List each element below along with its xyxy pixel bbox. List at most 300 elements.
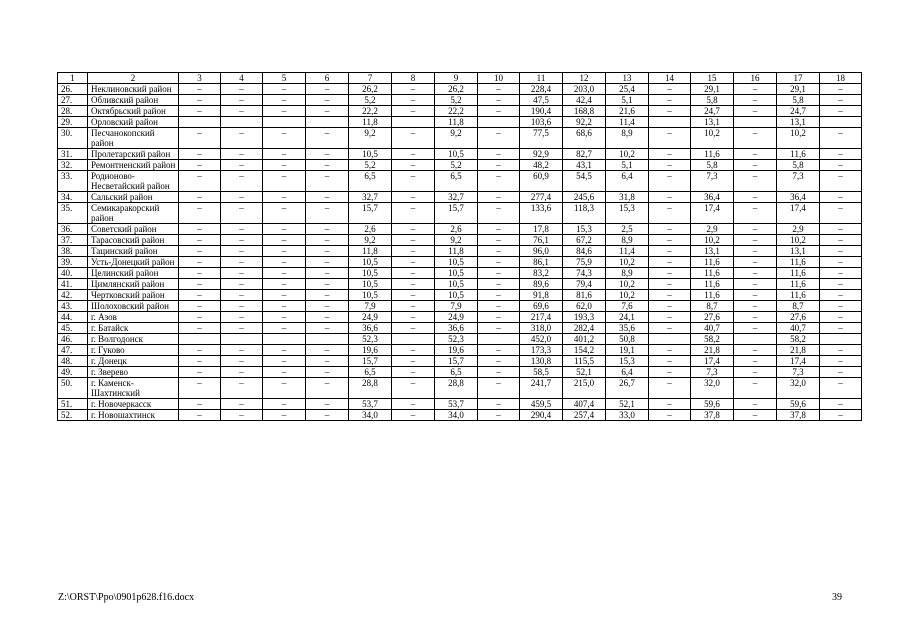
- value-cell: 6,5: [435, 171, 478, 192]
- value-cell: 11,6: [691, 279, 734, 290]
- value-cell: –: [179, 378, 221, 399]
- value-cell: 62,0: [563, 301, 606, 312]
- value-cell: –: [392, 345, 435, 356]
- value-cell: –: [263, 246, 306, 257]
- value-cell: –: [649, 356, 691, 367]
- value-cell: –: [820, 171, 862, 192]
- value-cell: 10,5: [435, 279, 478, 290]
- value-cell: –: [820, 301, 862, 312]
- value-cell: 50,8: [606, 334, 649, 345]
- value-cell: 15,3: [606, 203, 649, 224]
- value-cell: 407,4: [563, 399, 606, 410]
- value-cell: –: [306, 106, 349, 117]
- value-cell: –: [820, 268, 862, 279]
- table-row: [58, 323, 862, 334]
- row-number-cell: 27.: [58, 95, 88, 106]
- value-cell: –: [179, 257, 221, 268]
- value-cell: [649, 334, 691, 345]
- value-cell: 19,6: [349, 345, 392, 356]
- table-row: [58, 279, 862, 290]
- value-cell: –: [221, 171, 263, 192]
- value-cell: –: [392, 246, 435, 257]
- value-cell: 10,5: [435, 149, 478, 160]
- value-cell: 5,2: [435, 95, 478, 106]
- value-cell: 19,6: [435, 345, 478, 356]
- value-cell: 5,8: [777, 95, 820, 106]
- value-cell: 58,5: [520, 367, 563, 378]
- column-header: 10: [478, 73, 520, 84]
- value-cell: –: [263, 84, 306, 95]
- value-cell: –: [179, 128, 221, 149]
- value-cell: –: [820, 160, 862, 171]
- value-cell: –: [263, 323, 306, 334]
- district-name-cell: Цимлянский район: [88, 279, 179, 290]
- table-row: [58, 410, 862, 421]
- value-cell: –: [734, 203, 777, 224]
- value-cell: –: [306, 128, 349, 149]
- value-cell: –: [179, 323, 221, 334]
- value-cell: –: [734, 323, 777, 334]
- value-cell: –: [734, 246, 777, 257]
- row-number-cell: 41.: [58, 279, 88, 290]
- value-cell: 11,6: [691, 290, 734, 301]
- value-cell: [306, 334, 349, 345]
- value-cell: [392, 334, 435, 345]
- value-cell: –: [820, 367, 862, 378]
- table-row: [58, 290, 862, 301]
- value-cell: –: [478, 312, 520, 323]
- value-cell: 77,5: [520, 128, 563, 149]
- value-cell: 11,6: [777, 257, 820, 268]
- table-row: [58, 224, 862, 235]
- value-cell: 8,7: [777, 301, 820, 312]
- value-cell: 19,1: [606, 345, 649, 356]
- value-cell: 15,3: [563, 224, 606, 235]
- value-cell: 9,2: [349, 235, 392, 246]
- value-cell: 79,4: [563, 279, 606, 290]
- value-cell: [478, 117, 520, 128]
- value-cell: 15,7: [435, 203, 478, 224]
- value-cell: 115,5: [563, 356, 606, 367]
- value-cell: 217,4: [520, 312, 563, 323]
- column-header: 8: [392, 73, 435, 84]
- value-cell: 31,8: [606, 192, 649, 203]
- table-row: [58, 192, 862, 203]
- value-cell: –: [478, 279, 520, 290]
- column-header: 17: [777, 73, 820, 84]
- value-cell: –: [179, 246, 221, 257]
- value-cell: –: [649, 246, 691, 257]
- value-cell: [820, 117, 862, 128]
- value-cell: –: [263, 171, 306, 192]
- value-cell: –: [306, 235, 349, 246]
- value-cell: –: [392, 171, 435, 192]
- value-cell: –: [820, 323, 862, 334]
- value-cell: 37,8: [777, 410, 820, 421]
- district-name-cell: Советский район: [88, 224, 179, 235]
- value-cell: –: [221, 192, 263, 203]
- value-cell: –: [306, 95, 349, 106]
- value-cell: 17,4: [777, 203, 820, 224]
- value-cell: 10,2: [777, 235, 820, 246]
- value-cell: –: [649, 345, 691, 356]
- value-cell: 35,6: [606, 323, 649, 334]
- value-cell: 6,4: [606, 171, 649, 192]
- value-cell: 83,2: [520, 268, 563, 279]
- value-cell: 130,8: [520, 356, 563, 367]
- value-cell: –: [649, 203, 691, 224]
- value-cell: –: [392, 128, 435, 149]
- value-cell: 91,8: [520, 290, 563, 301]
- value-cell: 193,3: [563, 312, 606, 323]
- value-cell: –: [478, 224, 520, 235]
- value-cell: –: [649, 301, 691, 312]
- value-cell: –: [478, 95, 520, 106]
- value-cell: –: [392, 257, 435, 268]
- value-cell: –: [392, 356, 435, 367]
- district-name-cell: Обливский район: [88, 95, 179, 106]
- row-number-cell: 28.: [58, 106, 88, 117]
- table-row: [58, 117, 862, 128]
- value-cell: 133,6: [520, 203, 563, 224]
- value-cell: –: [392, 160, 435, 171]
- value-cell: –: [306, 345, 349, 356]
- row-number-cell: 46.: [58, 334, 88, 345]
- value-cell: 5,8: [691, 160, 734, 171]
- district-name-cell: Пролетарский район: [88, 149, 179, 160]
- value-cell: –: [221, 356, 263, 367]
- value-cell: –: [734, 84, 777, 95]
- value-cell: –: [263, 268, 306, 279]
- value-cell: –: [263, 279, 306, 290]
- value-cell: –: [478, 84, 520, 95]
- district-name-cell: Ремонтненский район: [88, 160, 179, 171]
- value-cell: 21,8: [777, 345, 820, 356]
- value-cell: 8,9: [606, 235, 649, 246]
- row-number-cell: 39.: [58, 257, 88, 268]
- value-cell: 68,6: [563, 128, 606, 149]
- value-cell: –: [478, 301, 520, 312]
- value-cell: –: [820, 149, 862, 160]
- value-cell: 459,5: [520, 399, 563, 410]
- row-number-cell: 29.: [58, 117, 88, 128]
- value-cell: –: [478, 235, 520, 246]
- value-cell: –: [221, 246, 263, 257]
- value-cell: 42,4: [563, 95, 606, 106]
- data-table: [57, 72, 862, 421]
- row-number-cell: 31.: [58, 149, 88, 160]
- value-cell: 53,7: [349, 399, 392, 410]
- value-cell: –: [221, 224, 263, 235]
- value-cell: –: [306, 268, 349, 279]
- value-cell: –: [478, 203, 520, 224]
- value-cell: –: [306, 279, 349, 290]
- value-cell: 34,0: [435, 410, 478, 421]
- value-cell: 7,3: [691, 367, 734, 378]
- value-cell: –: [392, 268, 435, 279]
- value-cell: –: [392, 399, 435, 410]
- value-cell: –: [734, 268, 777, 279]
- value-cell: 26,2: [435, 84, 478, 95]
- value-cell: –: [179, 290, 221, 301]
- value-cell: 11,8: [349, 117, 392, 128]
- table-body: [58, 84, 862, 421]
- value-cell: [392, 117, 435, 128]
- value-cell: 81,6: [563, 290, 606, 301]
- value-cell: –: [649, 290, 691, 301]
- value-cell: –: [179, 279, 221, 290]
- value-cell: –: [221, 410, 263, 421]
- value-cell: –: [221, 312, 263, 323]
- district-name-cell: Песчанокопский район: [88, 128, 179, 149]
- value-cell: –: [392, 290, 435, 301]
- value-cell: –: [649, 160, 691, 171]
- value-cell: 92,9: [520, 149, 563, 160]
- district-name-cell: Чертковский район: [88, 290, 179, 301]
- value-cell: –: [306, 224, 349, 235]
- value-cell: 13,1: [691, 117, 734, 128]
- value-cell: –: [392, 224, 435, 235]
- column-header: 14: [649, 73, 691, 84]
- value-cell: –: [649, 171, 691, 192]
- value-cell: –: [734, 128, 777, 149]
- district-name-cell: Орловский район: [88, 117, 179, 128]
- value-cell: 11,8: [435, 117, 478, 128]
- value-cell: –: [179, 106, 221, 117]
- value-cell: 203,0: [563, 84, 606, 95]
- value-cell: –: [179, 301, 221, 312]
- value-cell: –: [734, 312, 777, 323]
- value-cell: –: [820, 106, 862, 117]
- value-cell: 10,5: [435, 257, 478, 268]
- value-cell: 10,5: [349, 290, 392, 301]
- column-header: 4: [221, 73, 263, 84]
- district-name-cell: Неклиновский район: [88, 84, 179, 95]
- value-cell: –: [306, 367, 349, 378]
- value-cell: 26,7: [606, 378, 649, 399]
- value-cell: –: [734, 378, 777, 399]
- table-row: [58, 367, 862, 378]
- value-cell: 7,9: [349, 301, 392, 312]
- value-cell: 11,4: [606, 117, 649, 128]
- value-cell: 11,4: [606, 246, 649, 257]
- value-cell: –: [734, 367, 777, 378]
- value-cell: –: [734, 149, 777, 160]
- value-cell: 32,0: [777, 378, 820, 399]
- value-cell: –: [263, 312, 306, 323]
- value-cell: –: [478, 345, 520, 356]
- value-cell: –: [820, 312, 862, 323]
- value-cell: –: [263, 399, 306, 410]
- value-cell: –: [649, 410, 691, 421]
- table-row: [58, 268, 862, 279]
- value-cell: 24,1: [606, 312, 649, 323]
- value-cell: 74,3: [563, 268, 606, 279]
- value-cell: –: [734, 356, 777, 367]
- district-name-cell: Шолоховский район: [88, 301, 179, 312]
- value-cell: 2,6: [435, 224, 478, 235]
- value-cell: –: [306, 171, 349, 192]
- value-cell: 8,9: [606, 128, 649, 149]
- value-cell: 47,5: [520, 95, 563, 106]
- value-cell: –: [820, 290, 862, 301]
- district-name-cell: Тарасовский район: [88, 235, 179, 246]
- value-cell: 10,2: [606, 149, 649, 160]
- district-name-cell: Сальский район: [88, 192, 179, 203]
- value-cell: 228,4: [520, 84, 563, 95]
- value-cell: 10,5: [349, 279, 392, 290]
- row-number-cell: 36.: [58, 224, 88, 235]
- value-cell: 9,2: [349, 128, 392, 149]
- value-cell: –: [221, 106, 263, 117]
- value-cell: 58,2: [777, 334, 820, 345]
- table-row: [58, 203, 862, 224]
- value-cell: 59,6: [691, 399, 734, 410]
- value-cell: –: [221, 345, 263, 356]
- table-row: [58, 160, 862, 171]
- value-cell: –: [820, 246, 862, 257]
- value-cell: –: [179, 268, 221, 279]
- value-cell: –: [179, 171, 221, 192]
- value-cell: –: [820, 378, 862, 399]
- value-cell: –: [221, 378, 263, 399]
- row-number-cell: 34.: [58, 192, 88, 203]
- value-cell: –: [734, 106, 777, 117]
- column-header: 2: [88, 73, 179, 84]
- value-cell: –: [734, 95, 777, 106]
- row-number-cell: 26.: [58, 84, 88, 95]
- column-header: 3: [179, 73, 221, 84]
- value-cell: –: [392, 367, 435, 378]
- value-cell: –: [179, 312, 221, 323]
- value-cell: 53,7: [435, 399, 478, 410]
- value-cell: –: [478, 356, 520, 367]
- district-name-cell: г. Новошахтинск: [88, 410, 179, 421]
- value-cell: –: [263, 128, 306, 149]
- value-cell: 9,2: [435, 235, 478, 246]
- value-cell: –: [649, 367, 691, 378]
- value-cell: –: [221, 160, 263, 171]
- value-cell: –: [392, 312, 435, 323]
- value-cell: –: [478, 149, 520, 160]
- value-cell: –: [649, 257, 691, 268]
- value-cell: [306, 117, 349, 128]
- value-cell: –: [306, 312, 349, 323]
- value-cell: [221, 117, 263, 128]
- value-cell: 89,6: [520, 279, 563, 290]
- value-cell: 76,1: [520, 235, 563, 246]
- value-cell: 11,8: [349, 246, 392, 257]
- value-cell: 10,5: [349, 257, 392, 268]
- value-cell: –: [734, 235, 777, 246]
- value-cell: –: [478, 323, 520, 334]
- value-cell: 10,5: [435, 290, 478, 301]
- row-number-cell: 37.: [58, 235, 88, 246]
- value-cell: 173,3: [520, 345, 563, 356]
- value-cell: 15,3: [606, 356, 649, 367]
- value-cell: 245,6: [563, 192, 606, 203]
- value-cell: –: [263, 224, 306, 235]
- value-cell: –: [392, 301, 435, 312]
- value-cell: –: [649, 192, 691, 203]
- value-cell: –: [392, 149, 435, 160]
- value-cell: 5,2: [435, 160, 478, 171]
- value-cell: 8,7: [691, 301, 734, 312]
- table-row: [58, 345, 862, 356]
- value-cell: –: [734, 345, 777, 356]
- value-cell: 10,2: [777, 128, 820, 149]
- value-cell: 24,7: [691, 106, 734, 117]
- value-cell: –: [734, 224, 777, 235]
- value-cell: –: [478, 171, 520, 192]
- value-cell: 36,6: [435, 323, 478, 334]
- value-cell: –: [820, 410, 862, 421]
- value-cell: [734, 117, 777, 128]
- value-cell: 11,8: [435, 246, 478, 257]
- value-cell: 10,2: [606, 279, 649, 290]
- district-name-cell: Семикаракорский район: [88, 203, 179, 224]
- value-cell: 2,9: [691, 224, 734, 235]
- table-row: [58, 106, 862, 117]
- table-row: [58, 378, 862, 399]
- value-cell: –: [263, 345, 306, 356]
- table-row: [58, 246, 862, 257]
- value-cell: –: [820, 235, 862, 246]
- value-cell: –: [306, 84, 349, 95]
- value-cell: 10,2: [691, 128, 734, 149]
- value-cell: 29,1: [691, 84, 734, 95]
- value-cell: 5,8: [777, 160, 820, 171]
- value-cell: 43,1: [563, 160, 606, 171]
- value-cell: –: [649, 106, 691, 117]
- value-cell: 6,5: [349, 171, 392, 192]
- value-cell: 10,5: [435, 268, 478, 279]
- value-cell: –: [392, 95, 435, 106]
- value-cell: –: [179, 224, 221, 235]
- value-cell: –: [306, 203, 349, 224]
- value-cell: 9,2: [435, 128, 478, 149]
- value-cell: 6,5: [349, 367, 392, 378]
- value-cell: 86,1: [520, 257, 563, 268]
- value-cell: –: [306, 160, 349, 171]
- value-cell: –: [649, 323, 691, 334]
- value-cell: –: [179, 149, 221, 160]
- table-row: [58, 171, 862, 192]
- value-cell: 52,3: [349, 334, 392, 345]
- value-cell: 33,0: [606, 410, 649, 421]
- value-cell: –: [392, 279, 435, 290]
- value-cell: –: [649, 84, 691, 95]
- district-name-cell: Родионово-Несветайский район: [88, 171, 179, 192]
- value-cell: –: [820, 84, 862, 95]
- value-cell: –: [306, 246, 349, 257]
- value-cell: 11,6: [691, 268, 734, 279]
- value-cell: –: [179, 160, 221, 171]
- district-name-cell: Целинский район: [88, 268, 179, 279]
- value-cell: –: [221, 95, 263, 106]
- district-name-cell: Октябрьский район: [88, 106, 179, 117]
- value-cell: –: [263, 95, 306, 106]
- value-cell: 40,7: [691, 323, 734, 334]
- value-cell: 10,2: [606, 290, 649, 301]
- value-cell: –: [221, 257, 263, 268]
- page-number: 39: [832, 592, 842, 603]
- value-cell: –: [179, 356, 221, 367]
- value-cell: 11,6: [777, 268, 820, 279]
- value-cell: –: [306, 378, 349, 399]
- value-cell: 7,3: [777, 171, 820, 192]
- value-cell: –: [179, 192, 221, 203]
